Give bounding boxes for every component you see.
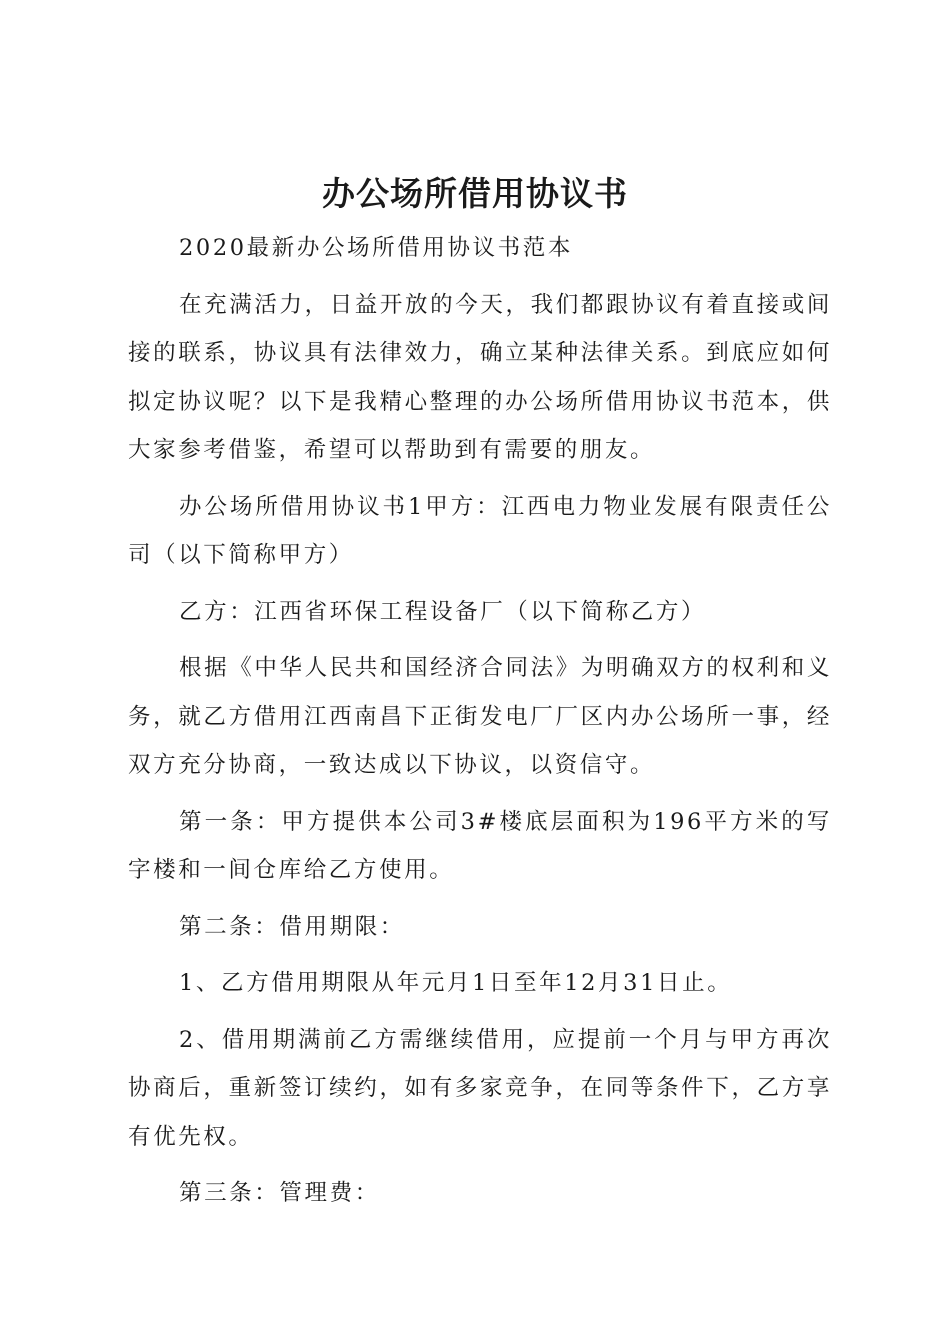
paragraph-party-b: 乙方：江西省环保工程设备厂（以下简称乙方） [179, 598, 707, 625]
paragraph-article-2-item-2: 2、借用期满前乙方需继续借用，应提前一个月与甲方再次协商后，重新签订续约，如有多家竞争，在同等条件下，乙方享有优先权。 [128, 1026, 832, 1150]
paragraph-article-3: 第三条：管理费： [179, 1180, 380, 1206]
paragraph-article-2: 第二条：借用期限： [179, 913, 405, 940]
paragraph-article-1: 第一条：甲方提供本公司3#楼底层面积为196平方米的写字楼和一间仓库给乙方使用。 [128, 808, 832, 883]
paragraph-subtitle: 2020最新办公场所借用协议书范本 [179, 235, 573, 261]
paragraph-intro: 在充满活力，日益开放的今天，我们都跟协议有着直接或间接的联系，协议具有法律效力，确立某种法律关系。到底应如何拟定协议呢？以下是我精心整理的办公场所借用协议书范本，供大家参考借鉴，希望可以帮助到有需要的朋友。 [128, 291, 832, 463]
paragraph-article-2-item-1: 1、乙方借用期限从年元月1日至年12月31日止。 [179, 970, 733, 996]
paragraph-preamble: 根据《中华人民共和国经济合同法》为明确双方的权利和义务，就乙方借用江西南昌下正街发电厂厂区内办公场所一事，经双方充分协商，一致达成以下协议，以资信守。 [128, 655, 832, 778]
document-body [128, 224, 832, 1226]
document-title: 办公场所借用协议书 [322, 174, 628, 213]
paragraph-party-a: 办公场所借用协议书1甲方：江西电力物业发展有限责任公司（以下简称甲方） [128, 493, 832, 568]
